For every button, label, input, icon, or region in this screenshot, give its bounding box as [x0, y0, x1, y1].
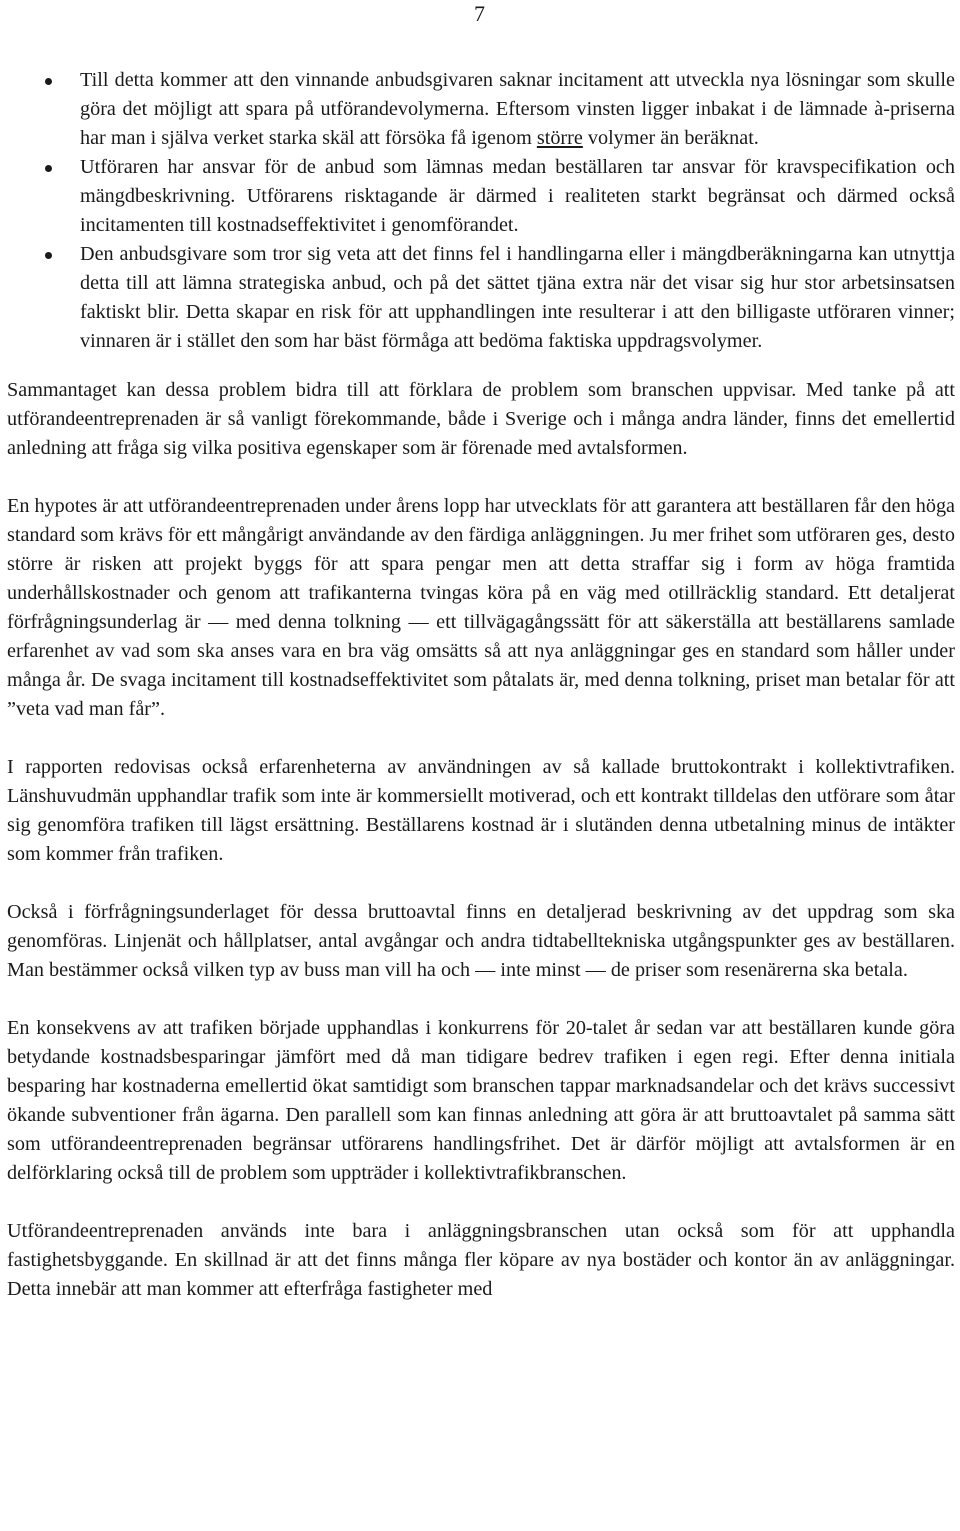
bullet-icon — [45, 165, 52, 172]
bullet-item — [7, 240, 955, 356]
document-body — [7, 66, 955, 1304]
underlined-word: större — [536, 127, 583, 149]
bullet-text: Den anbudsgivare som tror sig veta att det finns fel i handlingarna eller i mängdberäkningarna kan utnyttja detta till att lämna strategiska anbud, och på det sättet tjäna extra när det visar sig hur stor arbetsinsatsen faktiskt blir. Detta skapar en risk för att upphandlingen inte resulterar i att den billigaste utföraren vinner; vinnaren är i stället den som har bäst förmåga att bedöma faktiska uppdragsvolymer. — [80, 243, 955, 352]
paragraph: En hypotes är att utförandeentreprenaden under årens lopp har utvecklats för att garantera att beställaren får den höga standard som krävs för ett mångårigt användande av den färdiga anläggningen. Ju mer frihet som utföraren ges, desto större är risken att projekt byggs för att spara pengar men att detta straffar sig i form av höga framtida underhållskostnader och genom att trafikanterna tvingas köra på en väg med otillräcklig standard. Ett detaljerat förfrågningsunderlag är — med denna tolkning — ett tillvägagångssätt för att säkerställa att beställarens samlade erfarenhet av vad som ska anses vara en bra väg omsätts så att nya anläggningar ges en standard som håller under många år. De svaga incitament till kostnadseffektivitet som påtalats är, med denna tolkning, priset man betalar för att ”veta vad man får”. — [7, 495, 955, 720]
paragraph: I rapporten redovisas också erfarenheterna av användningen av så kallade bruttokontrakt i kollektivtrafiken. Länshuvudmän upphandlar trafik som inte är kommersiellt motiverad, och ett kontrakt tilldelas den utförare som åtar sig genomföra trafiken till lägst ersättning. Beställarens kostnad är i slutänden denna utbetalning minus de intäkter som kommer från trafiken. — [7, 756, 955, 865]
bullet-icon — [45, 78, 52, 85]
paragraph: En konsekvens av att trafiken började upphandlas i konkurrens för 20-talet år sedan var att beställaren kunde göra betydande kostnadsbesparingar jämfört med då man tidigare bedrev trafiken i egen regi. Efter denna initiala besparing har kostnaderna emellertid ökat samtidigt som branschen tappar marknadsandelar och det krävs successivt ökande subventioner från ägarna. Den parallell som kan finnas anledning att göra är att bruttoavtalet på samma sätt som utförandeentreprenaden begränsar utförarens handlingsfrihet. Det är därför möjligt att avtalsformen är en delförklaring också till de problem som uppträder i kollektivtrafikbranschen. — [7, 1017, 955, 1184]
bullet-text: Till detta kommer att den vinnande anbudsgivaren saknar incitament att utveckla nya lösningar som skulle göra det möjligt att spara på utförandevolymerna. Eftersom vinsten ligger inbakat i de lämnade à-priserna har man i själva verket starka skäl att försöka få igenom större volymer än beräknat. — [80, 69, 955, 149]
page-number: 7 — [474, 1, 485, 26]
paragraph: Sammantaget kan dessa problem bidra till att förklara de problem som branschen uppvisar. Med tanke på att utförandeentreprenaden är så vanligt förekommande, både i Sverige och i många andra länder, finns det emellertid anledning att fråga sig vilka positiva egenskaper som är förenade med avtalsformen. — [7, 379, 955, 459]
paragraph: Också i förfrågningsunderlaget för dessa bruttoavtal finns en detaljerad beskrivning av det uppdrag som ska genomföras. Linjenät och hållplatser, antal avgångar och andra tidtabelltekniska utgångspunkter ges av beställaren. Man bestämmer också vilken typ av buss man vill ha och — inte minst — de priser som resenärerna ska betala. — [7, 901, 955, 981]
bullet-icon — [45, 252, 52, 259]
bullet-item — [7, 66, 955, 153]
bullet-list — [7, 66, 955, 356]
bullet-item — [7, 153, 955, 240]
paragraph: Utförandeentreprenaden används inte bara i anläggningsbranschen utan också som för att upphandla fastighetsbyggande. En skillnad är att det finns många fler köpare av nya bostäder och kontor än av anläggningar. Detta innebär att man kommer att efterfråga fastigheter med — [7, 1220, 955, 1300]
bullet-text: Utföraren har ansvar för de anbud som lämnas medan beställaren tar ansvar för kravspecifikation och mängdbeskrivning. Utförarens risktagande är därmed i realiteten starkt begränsat och därmed också incitamenten till kostnadseffektivitet i genomförandet. — [80, 156, 955, 236]
